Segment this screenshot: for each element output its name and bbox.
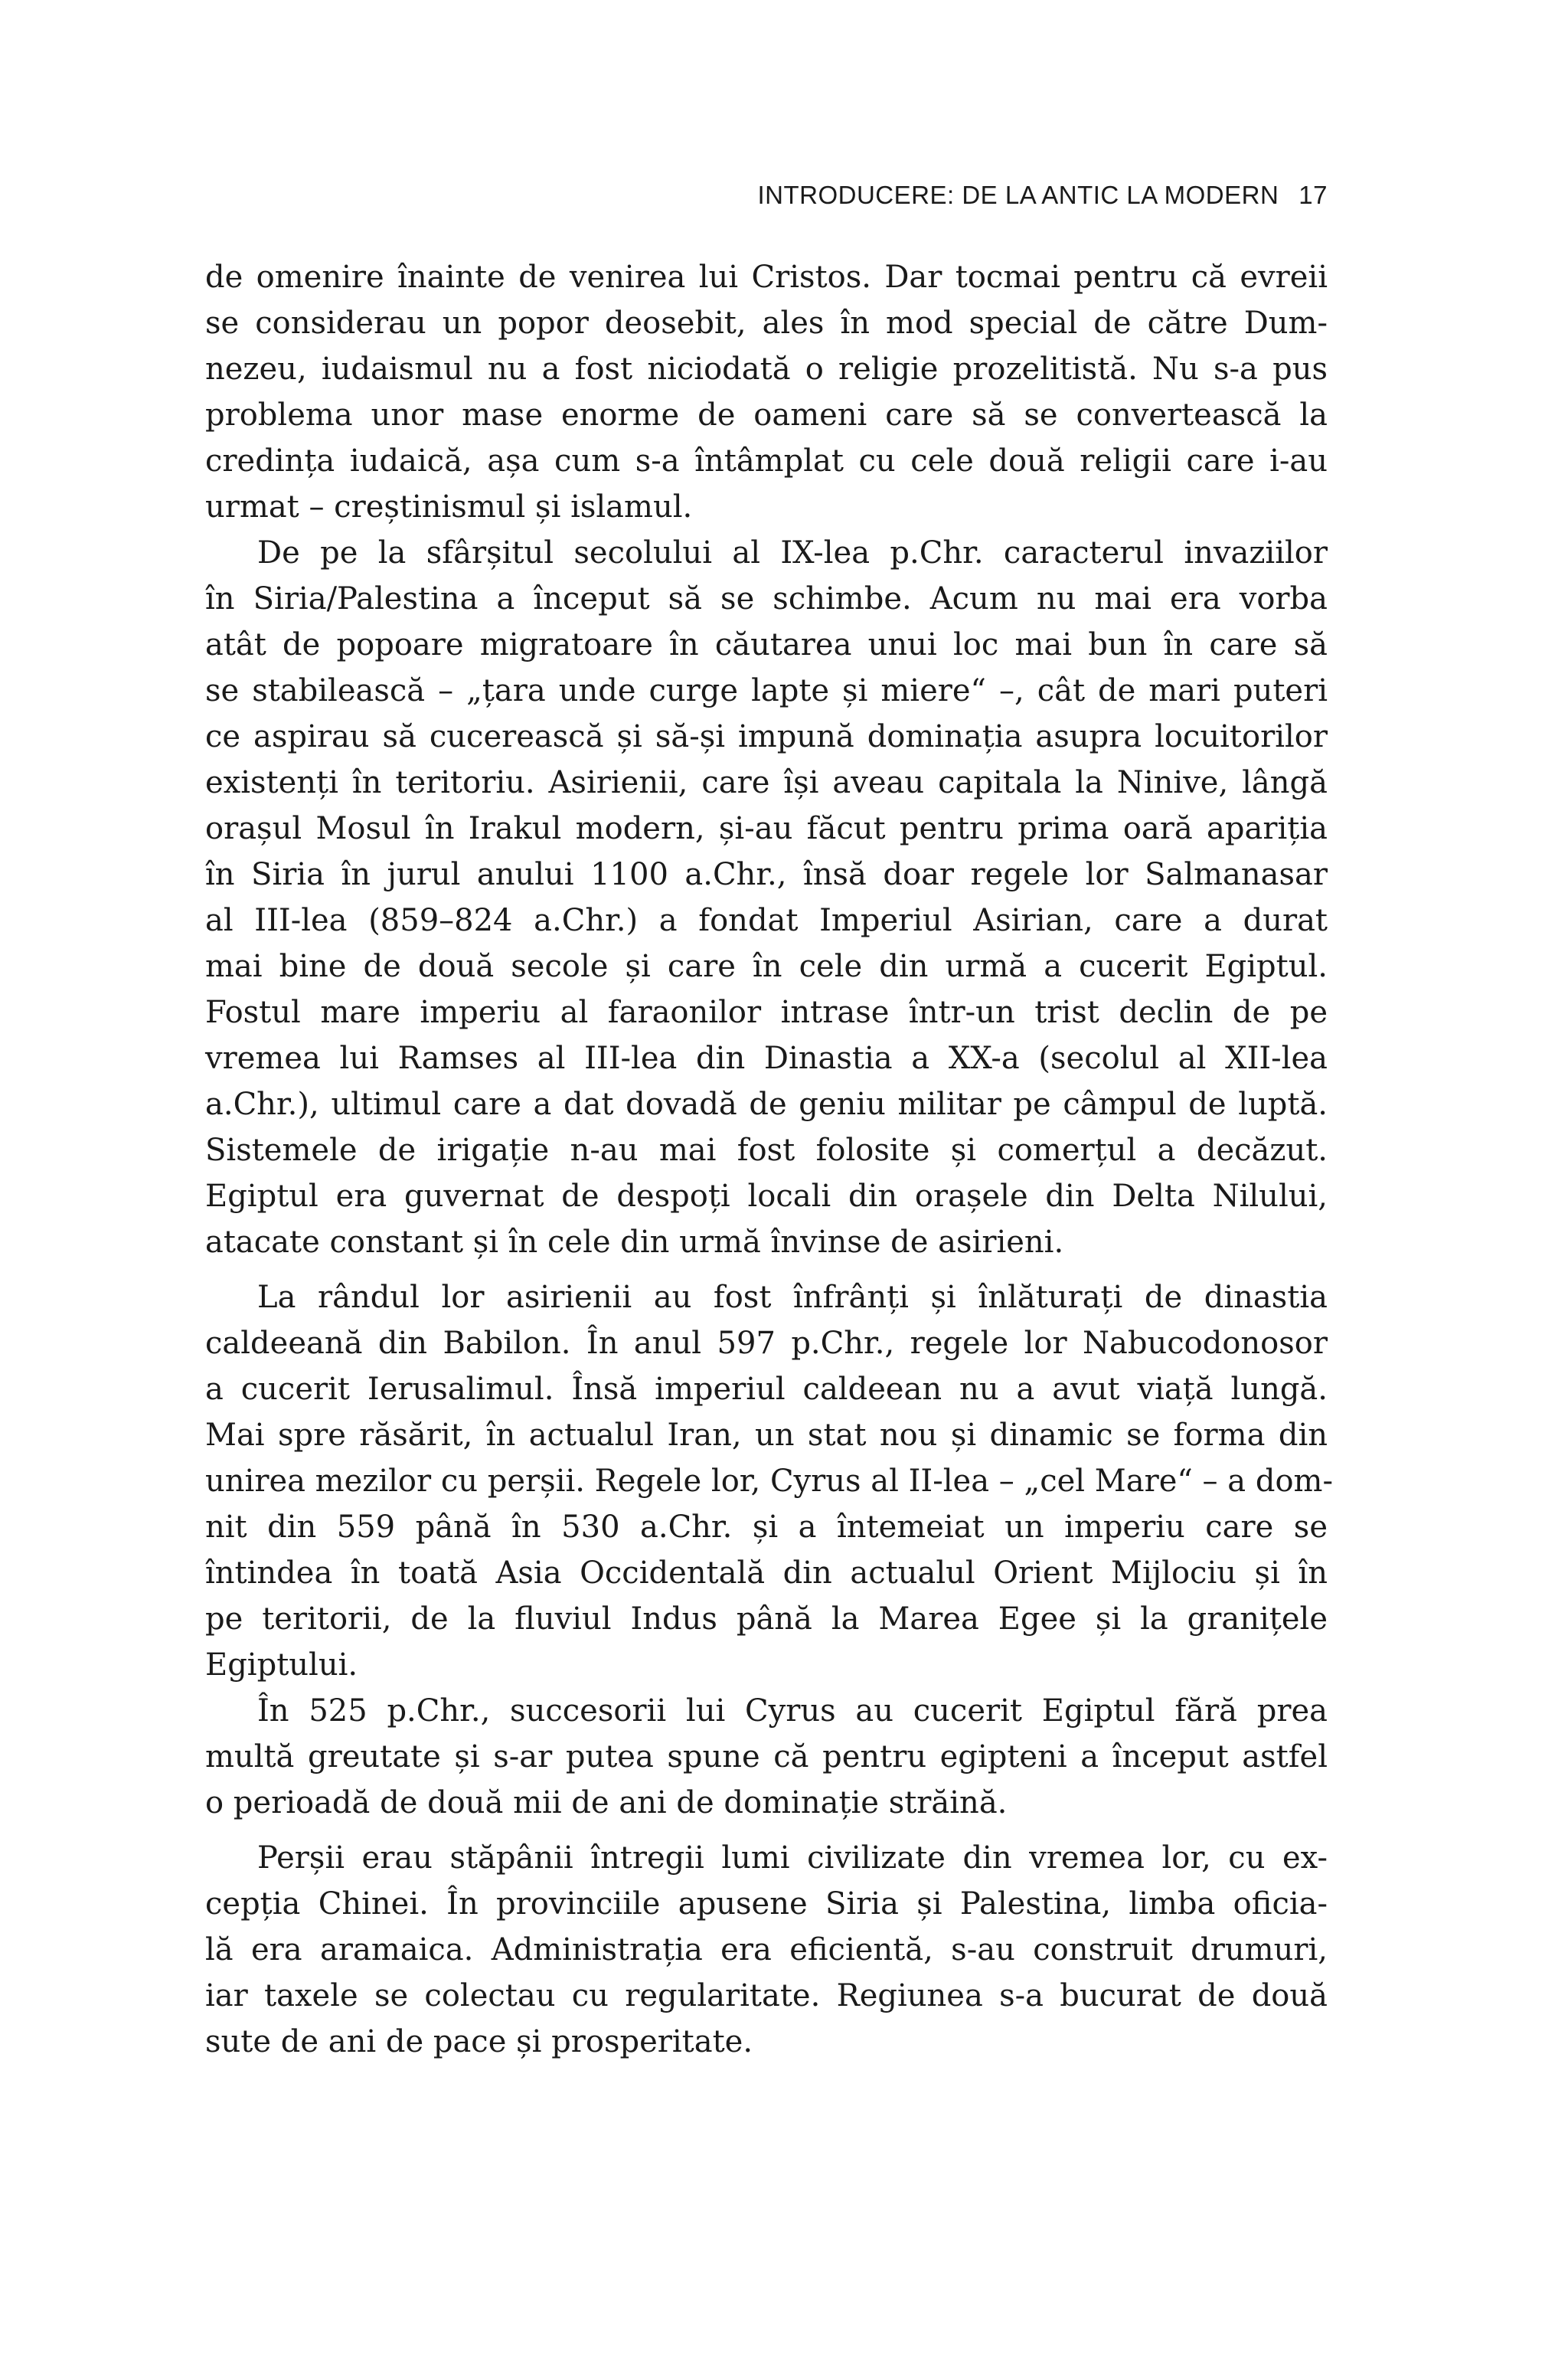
page-number: 17	[1298, 181, 1328, 209]
text-line: a cucerit Ierusalimul. Însă imperiul caldeean nu a avut viață lungă.	[205, 1372, 1328, 1407]
text-line: iar taxele se colectau cu regularitate. Regiunea s-a bucurat de două	[205, 1978, 1328, 2013]
paragraph-spacing	[205, 1826, 1328, 1835]
text-line: sute de ani de pace și prosperitate.	[205, 2024, 753, 2059]
paragraph-2	[205, 530, 1328, 1265]
text-line: a.Chr.), ultimul care a dat dovadă de geniu militar pe câmpul de luptă.	[205, 1087, 1328, 1122]
text-line: În 525 p.Chr., succesorii lui Cyrus au cucerit Egiptul fără prea	[257, 1693, 1328, 1729]
text-line: atacate constant și în cele din urmă învinse de asirieni.	[205, 1225, 1064, 1260]
text-line: ce aspirau să cucerească și să-și impună dominația asupra locuitorilor	[205, 719, 1328, 754]
text-line: în Siria/Palestina a început să se schimbe. Acum nu mai era vorba	[205, 581, 1328, 617]
text-line: De pe la sfârșitul secolului al IX-lea p.Chr. caracterul invaziilor	[257, 535, 1328, 571]
text-line: de omenire înainte de venirea lui Cristos. Dar tocmai pentru că evreii	[205, 260, 1328, 295]
text-line: orașul Mosul în Irakul modern, și-au făcut pentru prima oară apariția	[205, 811, 1328, 846]
text-line: mai bine de două secole și care în cele din urmă a cucerit Egiptul.	[205, 949, 1328, 984]
text-line: nezeu, iudaismul nu a fost niciodată o religie prozelitistă. Nu s-a pus	[205, 352, 1328, 387]
text-line: nit din 559 până în 530 a.Chr. și a întemeiat un imperiu care se	[205, 1510, 1328, 1545]
text-line: se stabilească – „țara unde curge lapte și miere“ –, cât de mari puteri	[205, 673, 1328, 708]
text-line: unirea mezilor cu perșii. Regele lor, Cyrus al II-lea – „cel Mare“ – a dom-	[205, 1464, 1333, 1499]
paragraph-3	[205, 1274, 1333, 1688]
text-line: multă greutate și s-ar putea spune că pentru egipteni a început astfel	[205, 1739, 1328, 1775]
paragraph-4	[205, 1688, 1328, 1826]
text-line: lă era aramaica. Administrația era eficientă, s-au construit drumuri,	[205, 1932, 1328, 1967]
running-title: INTRODUCERE: DE LA ANTIC LA MODERN	[757, 181, 1279, 209]
text-line: La rândul lor asirienii au fost înfrânți și înlăturați de dinastia	[257, 1280, 1328, 1315]
text-line: Fostul mare imperiu al faraonilor intrase într-un trist declin de pe	[205, 995, 1328, 1030]
text-line: al III-lea (859–824 a.Chr.) a fondat Imperiul Asirian, care a durat	[205, 903, 1328, 938]
body-text	[205, 254, 1333, 2065]
paragraph-5	[205, 1835, 1328, 2065]
text-line: Mai spre răsărit, în actualul Iran, un stat nou și dinamic se forma din	[205, 1418, 1328, 1453]
text-line: Sistemele de irigație n-au mai fost folosite și comerțul a decăzut.	[205, 1133, 1328, 1168]
text-line: Perșii erau stăpânii întregii lumi civilizate din vremea lor, cu ex-	[257, 1840, 1328, 1876]
text-line: caldeeană din Babilon. În anul 597 p.Chr., regele lor Nabucodonosor	[205, 1326, 1328, 1361]
text-line: credința iudaică, așa cum s-a întâmplat cu cele două religii care i-au	[205, 443, 1328, 479]
text-line: se considerau un popor deosebit, ales în mod special de către Dum-	[205, 306, 1328, 341]
text-line: vremea lui Ramses al III-lea din Dinastia a XX-a (secolul al XII-lea	[205, 1041, 1328, 1076]
paragraph-spacing	[205, 1265, 1328, 1274]
text-line: Egiptului.	[205, 1647, 358, 1683]
text-line: întindea în toată Asia Occidentală din actualul Orient Mijlociu și în	[205, 1555, 1328, 1591]
paragraph-1	[205, 254, 1328, 530]
text-line: în Siria în jurul anului 1100 a.Chr., însă doar regele lor Salmanasar	[205, 857, 1328, 892]
text-line: cepția Chinei. În provinciile apusene Siria și Palestina, limba oficia-	[205, 1886, 1328, 1922]
text-line: urmat – creștinismul și islamul.	[205, 489, 693, 525]
text-line: existenți în teritoriu. Asirienii, care își aveau capitala la Ninive, lângă	[205, 765, 1328, 800]
running-header	[757, 181, 1328, 210]
text-line: Egiptul era guvernat de despoți locali din orașele din Delta Nilului,	[205, 1179, 1328, 1214]
text-line: o perioadă de două mii de ani de dominație străină.	[205, 1785, 1008, 1820]
text-line: pe teritorii, de la fluviul Indus până la Marea Egee și la granițele	[205, 1601, 1328, 1637]
text-line: problema unor mase enorme de oameni care să se convertească la	[205, 397, 1328, 433]
text-line: atât de popoare migratoare în căutarea unui loc mai bun în care să	[205, 627, 1328, 662]
